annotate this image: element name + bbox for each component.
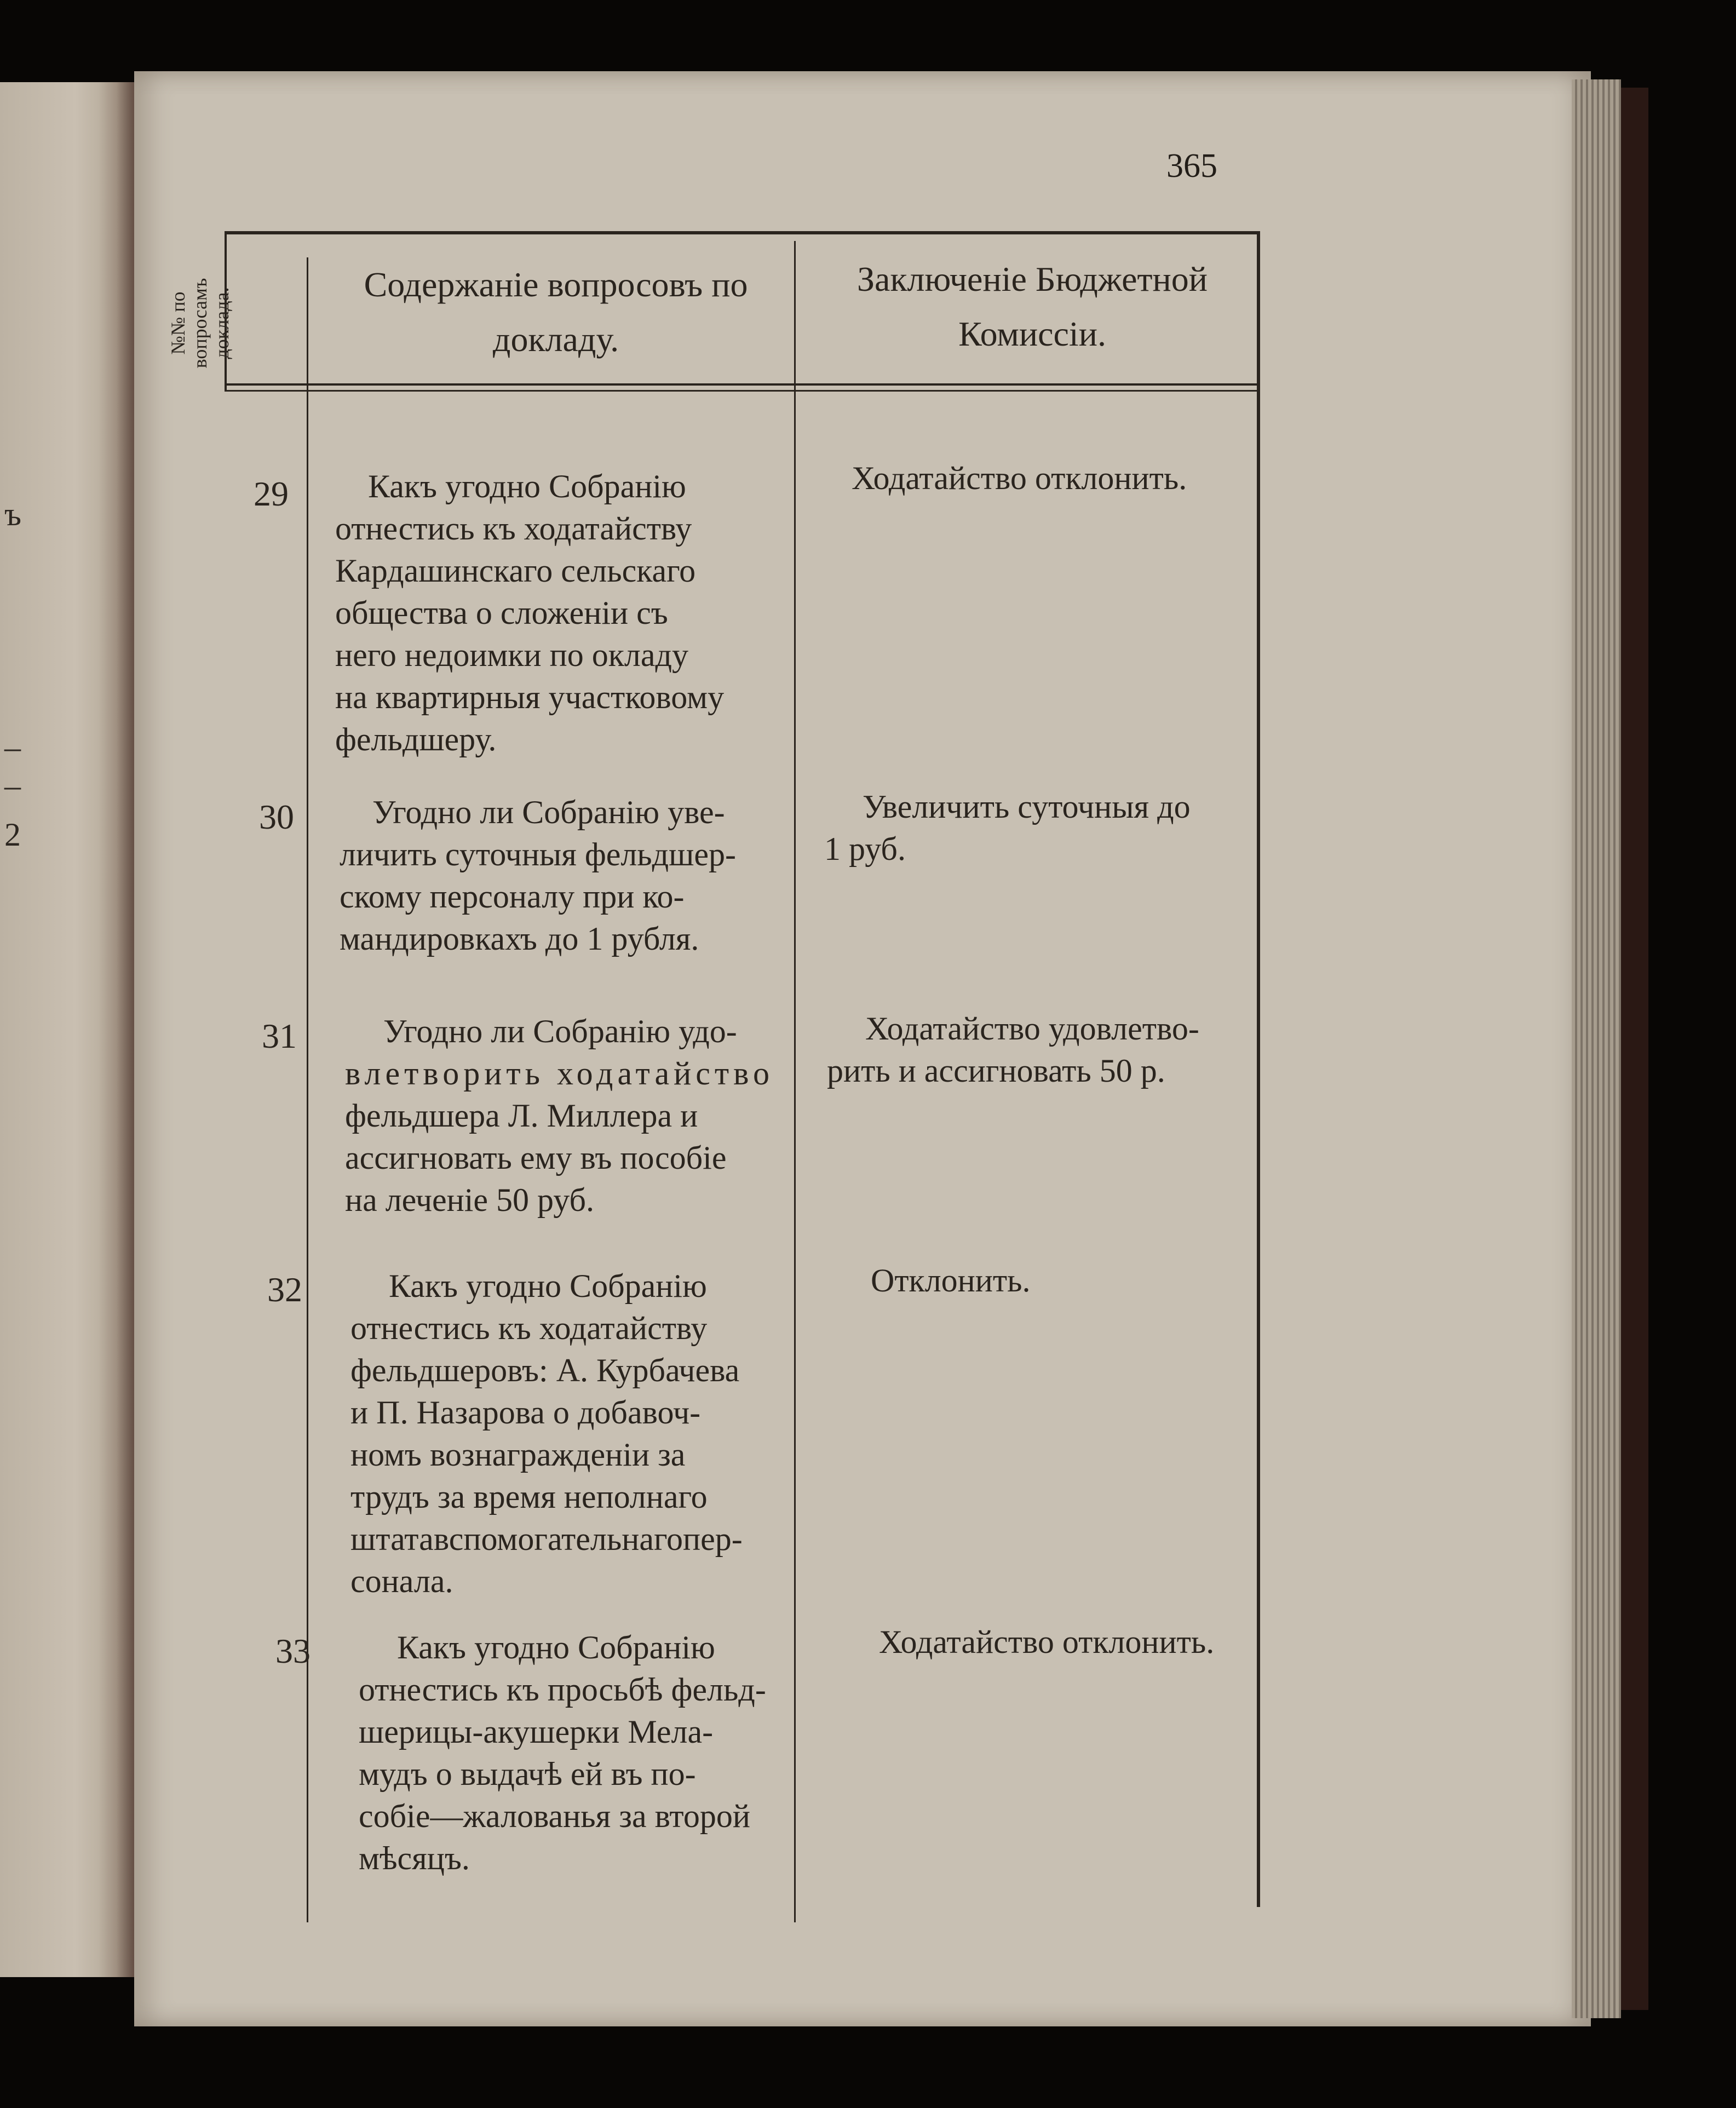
left-page-glyph: ъ xyxy=(4,496,22,532)
row-decision: Увеличить суточныя до 1 руб. xyxy=(824,789,1191,867)
header-bottom-rule-double xyxy=(225,390,1260,392)
row-content: Угодно ли Собранію уве- личить суточныя фельдшер- скому персоналу при ко- мандировкахъ до 1 рубля. xyxy=(340,794,736,957)
left-page-edge xyxy=(99,82,137,1977)
row-decision: Отклонить. xyxy=(871,1262,1031,1299)
header-content-column: Содержаніе вопросовъ по докладу. xyxy=(364,265,748,359)
header-decision-column: Заключеніе Бюджетной Комиссіи. xyxy=(856,260,1208,353)
row-decision: Ходатайство отклонить. xyxy=(852,460,1187,496)
book-cover-edge xyxy=(1621,88,1648,2010)
row-content: Угодно ли Собранію удо- влетворить ходатайство фельдшера Л. Миллера и ассигновать ему въ пособіе на леченіе 50 руб. xyxy=(345,1013,774,1218)
page-block-edges xyxy=(1572,79,1621,2018)
row-decision: Ходатайство отклонить. xyxy=(879,1624,1215,1660)
left-page-fragment xyxy=(0,82,140,1977)
row-number: 31 xyxy=(262,1016,297,1055)
page-number: 365 xyxy=(1166,147,1217,185)
header-bottom-rule xyxy=(225,383,1260,386)
row-number: 29 xyxy=(254,474,289,513)
left-page-glyph: – xyxy=(4,729,21,765)
row-content: Какъ угодно Собранію отнестись къ ходатайству Кардашинскаго сельскаго общества о сложеніи съ него недоимки по окладу на квартирныя участковому фельдшеру. xyxy=(335,468,725,757)
table-top-rule xyxy=(225,231,1260,234)
left-page-glyph: – xyxy=(4,767,21,803)
row-content: Какъ угодно Собранію отнестись къ просьбѣ фельд- шерицы-акушерки Мела- мудъ о выдачѣ ей въ по- собіе—жалованья за второй мѣсяцъ. xyxy=(359,1629,766,1876)
left-page-glyph: 2 xyxy=(4,817,21,853)
row-number: 30 xyxy=(259,797,294,836)
row-decision: Ходатайство удовлетво- рить и ассигновать 50 р. xyxy=(827,1010,1199,1089)
row-number: 32 xyxy=(267,1270,302,1309)
header-number-column: №№ по вопросамъ доклада. xyxy=(167,278,233,369)
row-content: Какъ угодно Собранію отнестись къ ходатайству фельдшеровъ: А. Курбачева и П. Назарова о добавоч- номъ вознагражденіи за трудъ за время неполнаго штатавспомогательнагопер- сонала. xyxy=(350,1268,743,1599)
row-number: 33 xyxy=(275,1632,311,1670)
